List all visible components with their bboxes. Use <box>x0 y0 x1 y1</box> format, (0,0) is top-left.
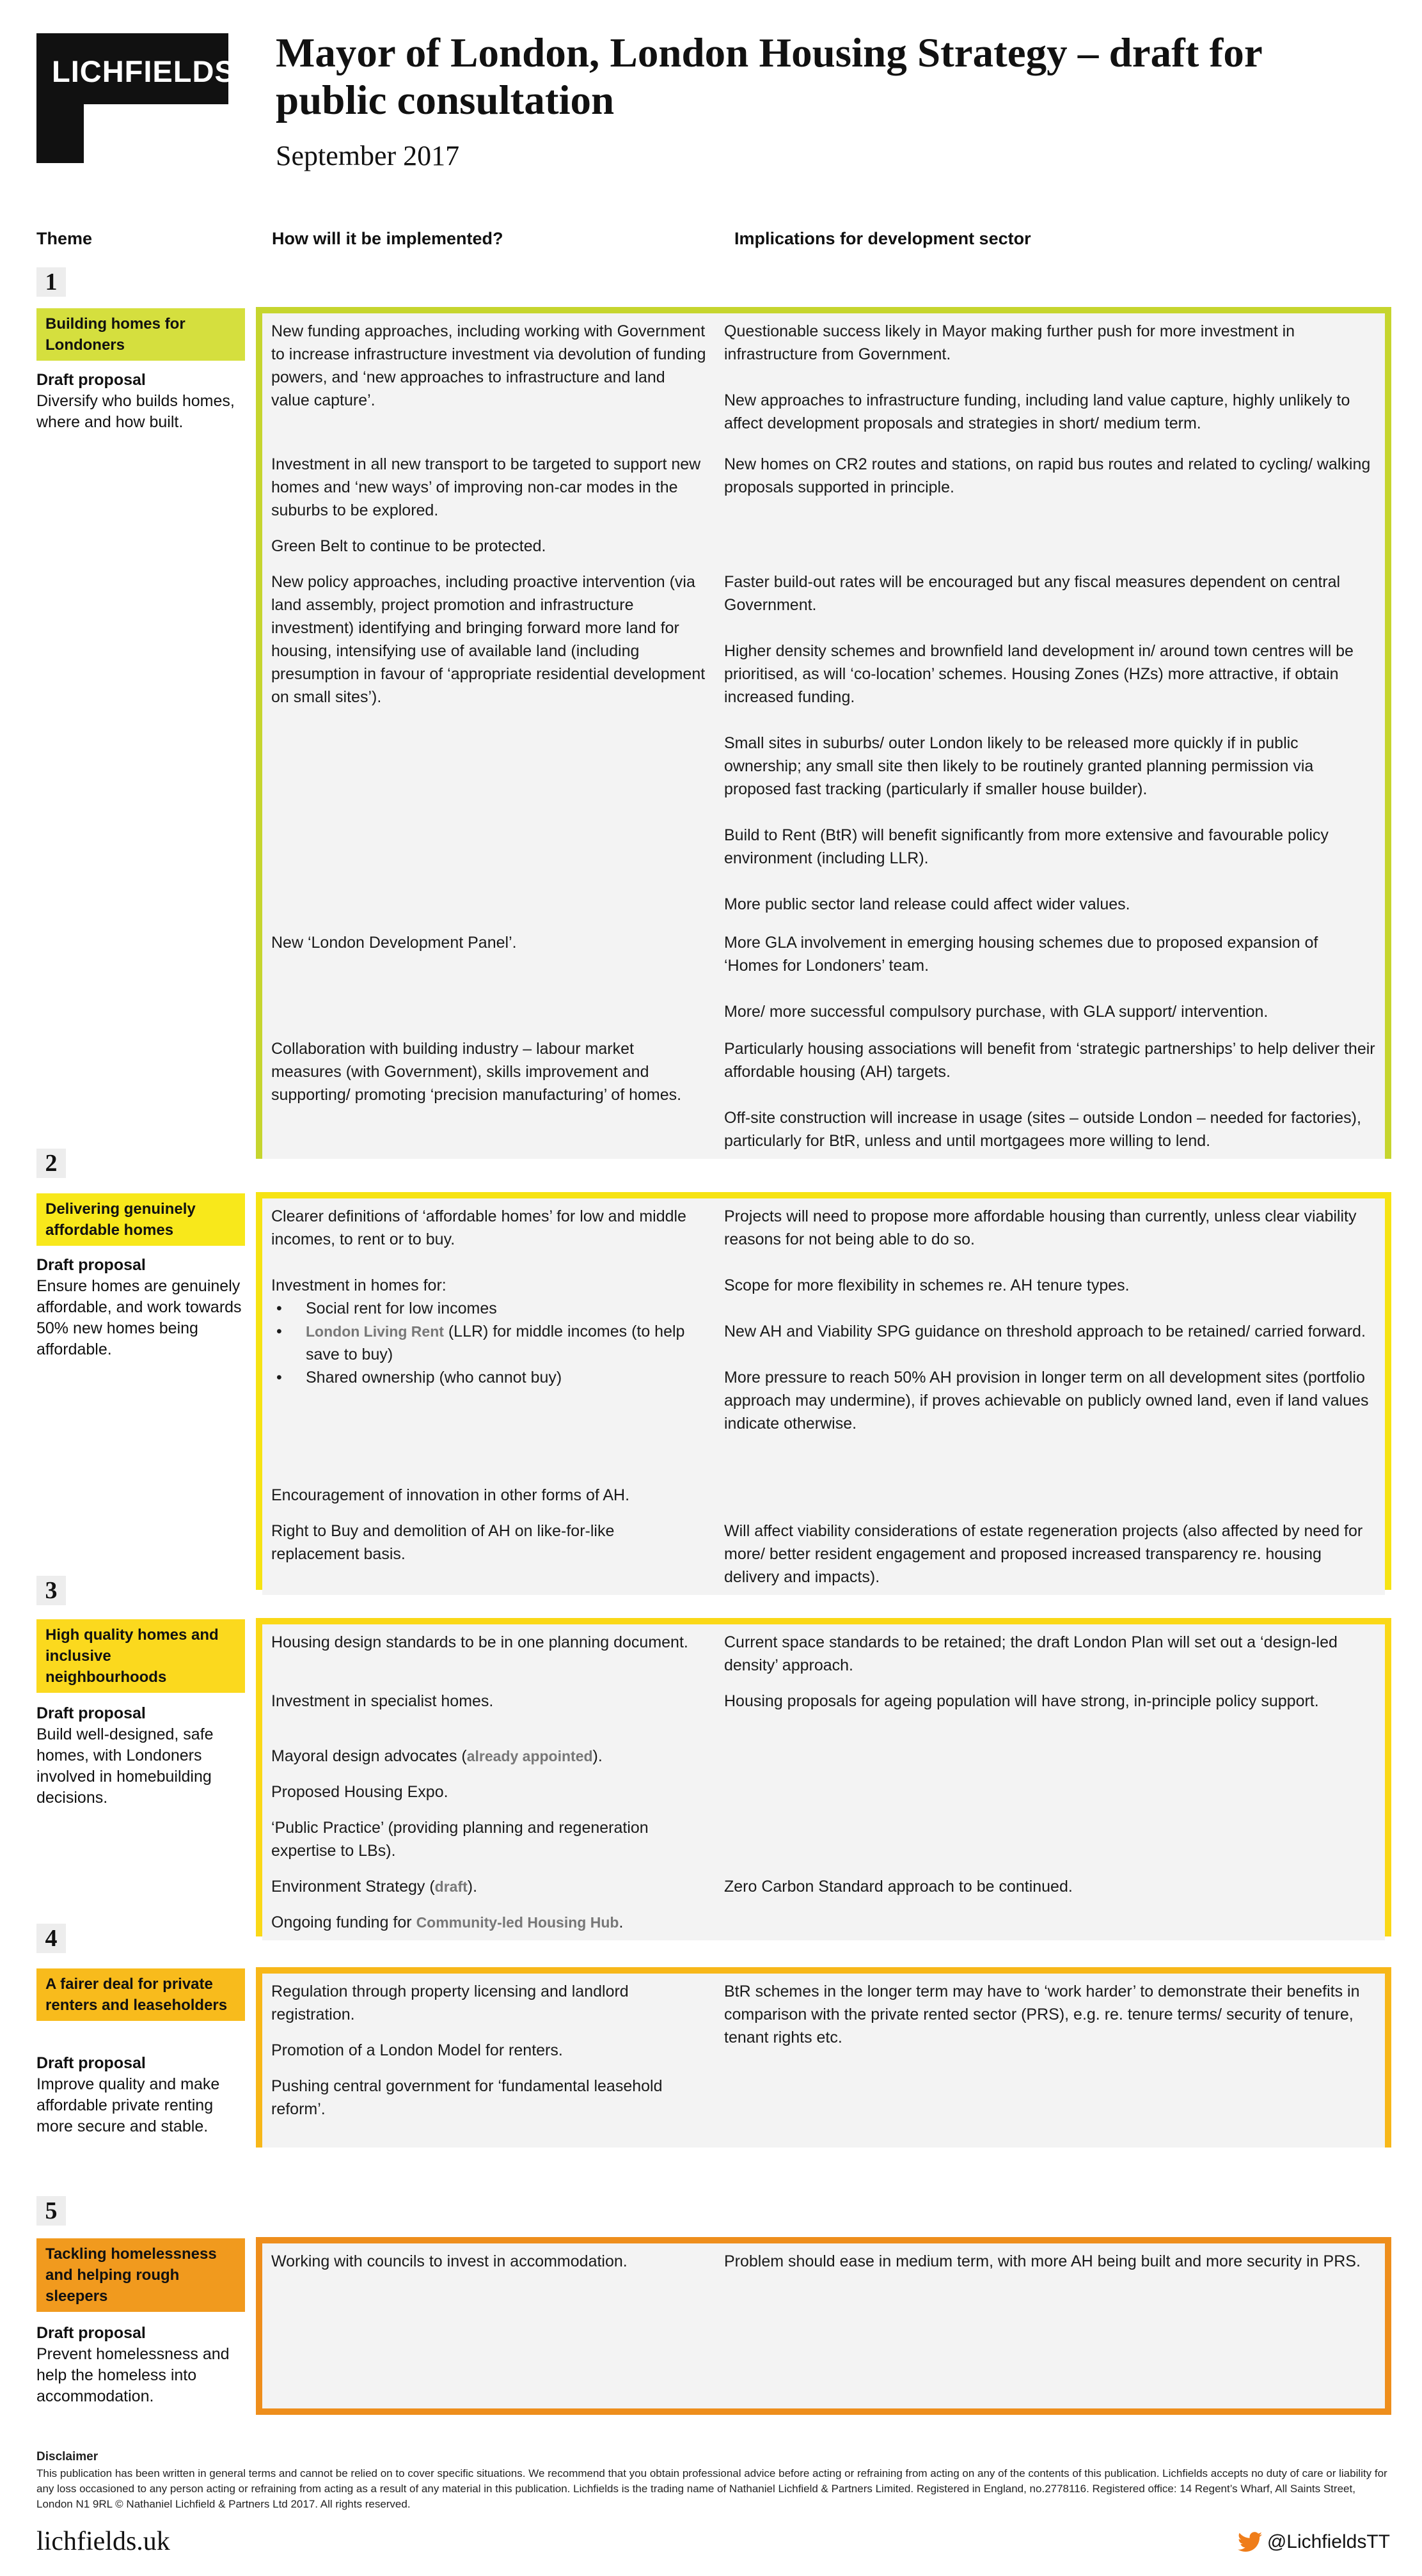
implications-cell: Housing proposals for ageing population will have strong, in-principle policy support. <box>715 1683 1385 1869</box>
how-cell: Pushing central government for ‘fundamental leasehold reform’. <box>262 2068 715 2148</box>
implications-cell: BtR schemes in the longer term may have to ‘work harder’ to demonstrate their benefits in comparison with the private rented sector (PRS), e.g. re. tenure terms/ security of tenure, tenant rights etc. <box>715 1974 1385 2148</box>
implications-cell: Zero Carbon Standard approach to be continued. <box>715 1869 1385 1905</box>
draft-proposal-heading: Draft proposal <box>36 2324 146 2342</box>
draft-proposal-text: Improve quality and make affordable private renting more secure and stable. <box>36 2075 220 2135</box>
list-item: • Social rent for low incomes <box>271 1297 706 1320</box>
disclaimer-text: This publication has been written in general terms and cannot be relied on to cover specific situations. We recommend that you obtain professional advice before acting or refraining from acting on any of the contents of this publication. Lichfields accepts no duty of care or liability for any loss occasioned to any person acting or refraining from acting as a result of any material in this publication. Lichfields is the trading name of Nathaniel Lichfield & Partners Limited. Registered in England, no.2778116. Registered office: 14 Regent’s Wharf, All Saints Street, London N1 9RL © Nathaniel Lichfield & Partners Ltd 2017. All rights reserved. <box>36 2467 1387 2510</box>
how-cell: Clearer definitions of ‘affordable homes’ for low and middle incomes, to rent or to buy. Investment in homes for: • Social rent for low incomes • London Living Rent (LLR) for middle incomes (to help save to buy) • Shared ownership (who cannot buy) <box>262 1198 715 1477</box>
how-cell: Green Belt to continue to be protected. <box>262 528 715 564</box>
how-cell: Proposed Housing Expo. <box>262 1774 715 1810</box>
table-row <box>262 1683 1385 1738</box>
list-item: • London Living Rent (LLR) for middle incomes (to help save to buy) <box>271 1320 706 1366</box>
how-cell: Right to Buy and demolition of AH on like-for-like replacement basis. <box>262 1513 715 1595</box>
section-table <box>262 2243 1385 2408</box>
table-row <box>262 313 1385 446</box>
draft-link[interactable]: draft <box>434 1878 468 1895</box>
table-row <box>262 528 1385 564</box>
how-cell: Investment in specialist homes. <box>262 1683 715 1738</box>
how-cell: New funding approaches, including working with Government to increase infrastructure investment via devolution of funding powers, and ‘new approaches to infrastructure and land value capture’. <box>262 313 715 446</box>
draft-proposal-heading: Draft proposal <box>36 1704 146 1722</box>
draft-proposal-text: Diversify who builds homes, where and how built. <box>36 392 235 431</box>
how-cell: Promotion of a London Model for renters. <box>262 2032 715 2068</box>
implications-cell: Will affect viability considerations of estate regeneration projects (also affected by need for more/ better resident engagement and proposed increased transparency re. housing delivery and impacts). <box>715 1513 1385 1595</box>
section-table <box>262 313 1385 1159</box>
section-table-frame <box>256 1967 1391 2148</box>
twitter-bird-icon <box>1238 2532 1262 2552</box>
how-cell: Mayoral design advocates (already appointed). <box>262 1738 715 1774</box>
draft-proposal-heading: Draft proposal <box>36 2054 146 2072</box>
theme-label: Building homes for Londoners <box>36 308 245 361</box>
how-cell: Environment Strategy (draft). <box>262 1869 715 1905</box>
section-table-frame <box>256 1192 1391 1590</box>
table-row <box>262 564 1385 925</box>
how-cell: Housing design standards to be in one planning document. <box>262 1624 715 1683</box>
how-cell: New ‘London Development Panel’. <box>262 925 715 1031</box>
implications-cell: New homes on CR2 routes and stations, on rapid bus routes and related to cycling/ walking proposals supported in principle. <box>715 446 1385 528</box>
theme-label: Tackling homelessness and helping rough sleepers <box>36 2238 245 2312</box>
website-link[interactable]: lichfields.uk <box>36 2527 170 2556</box>
table-row <box>262 1905 1385 1940</box>
how-cell: Ongoing funding for Community-led Housing Hub. <box>262 1905 715 1940</box>
table-row <box>262 1031 1385 1159</box>
logo-text: LICHFIELDS <box>52 54 235 88</box>
implications-cell: Particularly housing associations will benefit from ‘strategic partnerships’ to help deliver their affordable housing (AH) targets. Off-site construction will increase in usage (sites – outside London – needed for factories), particularly for BtR, unless and until mortgagees more willing to lend. <box>715 1031 1385 1159</box>
implications-cell: Problem should ease in medium term, with more AH being built and more security in PRS. <box>715 2243 1385 2408</box>
section-table-frame <box>256 1618 1391 1936</box>
community-led-housing-hub-link[interactable]: Community-led Housing Hub <box>416 1914 619 1931</box>
column-header-how: How will it be implemented? <box>272 229 503 248</box>
draft-proposal-text: Build well-designed, safe homes, with Londoners involved in homebuilding decisions. <box>36 1725 214 1807</box>
how-cell: Encouragement of innovation in other forms of AH. <box>262 1477 715 1513</box>
how-cell: Investment in all new transport to be targeted to support new homes and ‘new ways’ of improving non-car modes in the suburbs to be explored. <box>262 446 715 528</box>
table-row <box>262 1624 1385 1683</box>
section-table-frame <box>256 307 1391 1159</box>
draft-proposal <box>36 370 248 433</box>
section-number: 1 <box>36 267 66 297</box>
section-table-frame <box>256 2237 1391 2415</box>
implications-cell <box>715 1905 1385 1940</box>
draft-proposal <box>36 1255 248 1360</box>
draft-proposal <box>36 1703 248 1809</box>
section-table <box>262 1198 1385 1595</box>
table-row <box>262 1974 1385 2032</box>
draft-proposal-heading: Draft proposal <box>36 371 146 389</box>
section-number: 2 <box>36 1149 66 1178</box>
draft-proposal-heading: Draft proposal <box>36 1256 146 1274</box>
table-row <box>262 1513 1385 1595</box>
section-table <box>262 1974 1385 2148</box>
draft-proposal-text: Ensure homes are genuinely affordable, and work towards 50% new homes being affordable. <box>36 1277 242 1358</box>
theme-label: A fairer deal for private renters and leaseholders <box>36 1968 245 2021</box>
table-row <box>262 925 1385 1031</box>
column-header-theme: Theme <box>36 229 93 248</box>
investment-list <box>271 1297 706 1389</box>
twitter-handle[interactable] <box>1238 2531 1390 2553</box>
twitter-handle-text: @LichfieldsTT <box>1267 2531 1390 2552</box>
table-row <box>262 1869 1385 1905</box>
draft-proposal <box>36 2053 248 2137</box>
table-row <box>262 1198 1385 1477</box>
section-number: 4 <box>36 1924 66 1953</box>
page-title: Mayor of London, London Housing Strategy – draft for public consultation <box>276 30 1262 123</box>
how-cell: Regulation through property licensing and landlord registration. <box>262 1974 715 2032</box>
how-cell: ‘Public Practice’ (providing planning and regeneration expertise to LBs). <box>262 1810 715 1869</box>
london-living-rent-link[interactable]: London Living Rent <box>306 1323 444 1340</box>
page-subtitle: September 2017 <box>276 140 460 171</box>
how-cell: New policy approaches, including proactive intervention (via land assembly, project promotion and infrastructure investment) identifying and bringing forward more land for housing, intensifying use of available land (including presumption in favour of ‘appropriate residential development on small sites’). <box>262 564 715 925</box>
theme-label: Delivering genuinely affordable homes <box>36 1193 245 1246</box>
list-item: • Shared ownership (who cannot buy) <box>271 1366 706 1389</box>
table-row <box>262 1477 1385 1513</box>
lichfields-logo <box>36 33 235 163</box>
draft-proposal-text: Prevent homelessness and help the homeless into accommodation. <box>36 2345 230 2405</box>
disclaimer-heading: Disclaimer <box>36 2450 99 2463</box>
how-cell: Working with councils to invest in accommodation. <box>262 2243 715 2408</box>
section-table <box>262 1624 1385 1940</box>
column-header-implications: Implications for development sector <box>734 229 1031 248</box>
table-row <box>262 2243 1385 2408</box>
section-number: 3 <box>36 1576 66 1605</box>
implications-cell: Faster build-out rates will be encouraged but any fiscal measures dependent on central Government. Higher density schemes and brownfield land development in/ around town centres will be prioritised, as will ‘co-location’ schemes. Housing Zones (HZs) more attractive, if obtain increased funding. Small sites in suburbs/ outer London likely to be released more quickly if in public ownership; any small site then likely to be routinely granted planning permission via proposed fast tracking (particularly if smaller house builder). Build to Rent (BtR) will benefit significantly from more extensive and favourable policy environment (including LLR). More public sector land release could affect wider values. <box>715 564 1385 925</box>
implications-cell <box>715 1477 1385 1513</box>
draft-proposal <box>36 2323 248 2407</box>
implications-cell: More GLA involvement in emerging housing schemes due to proposed expansion of ‘Homes for Londoners’ team. More/ more successful compulsory purchase, with GLA support/ intervention. <box>715 925 1385 1031</box>
disclaimer <box>36 2449 1393 2512</box>
already-appointed-link[interactable]: already appointed <box>466 1748 593 1764</box>
implications-cell: Projects will need to propose more affordable housing than currently, unless clear viability reasons for not being able to do so. Scope for more flexibility in schemes re. AH tenure types. New AH and Viability SPG guidance on threshold approach to be retained/ carried forward. More pressure to reach 50% AH provision in longer term on all development sites (portfolio approach may undermine), if proves achievable on publicly owned land, even if land values indicate otherwise. <box>715 1198 1385 1477</box>
implications-cell: Questionable success likely in Mayor making further push for more investment in infrastructure from Government. New approaches to infrastructure funding, including land value capture, highly unlikely to affect development proposals and strategies in short/ medium term. <box>715 313 1385 446</box>
theme-label: High quality homes and inclusive neighbourhoods <box>36 1619 245 1693</box>
section-number: 5 <box>36 2196 66 2226</box>
table-row <box>262 446 1385 528</box>
implications-cell <box>715 528 1385 564</box>
implications-cell: Current space standards to be retained; the draft London Plan will set out a ‘design-led density’ approach. <box>715 1624 1385 1683</box>
how-cell: Collaboration with building industry – labour market measures (with Government), skills improvement and supporting/ promoting ‘precision manufacturing’ of homes. <box>262 1031 715 1159</box>
